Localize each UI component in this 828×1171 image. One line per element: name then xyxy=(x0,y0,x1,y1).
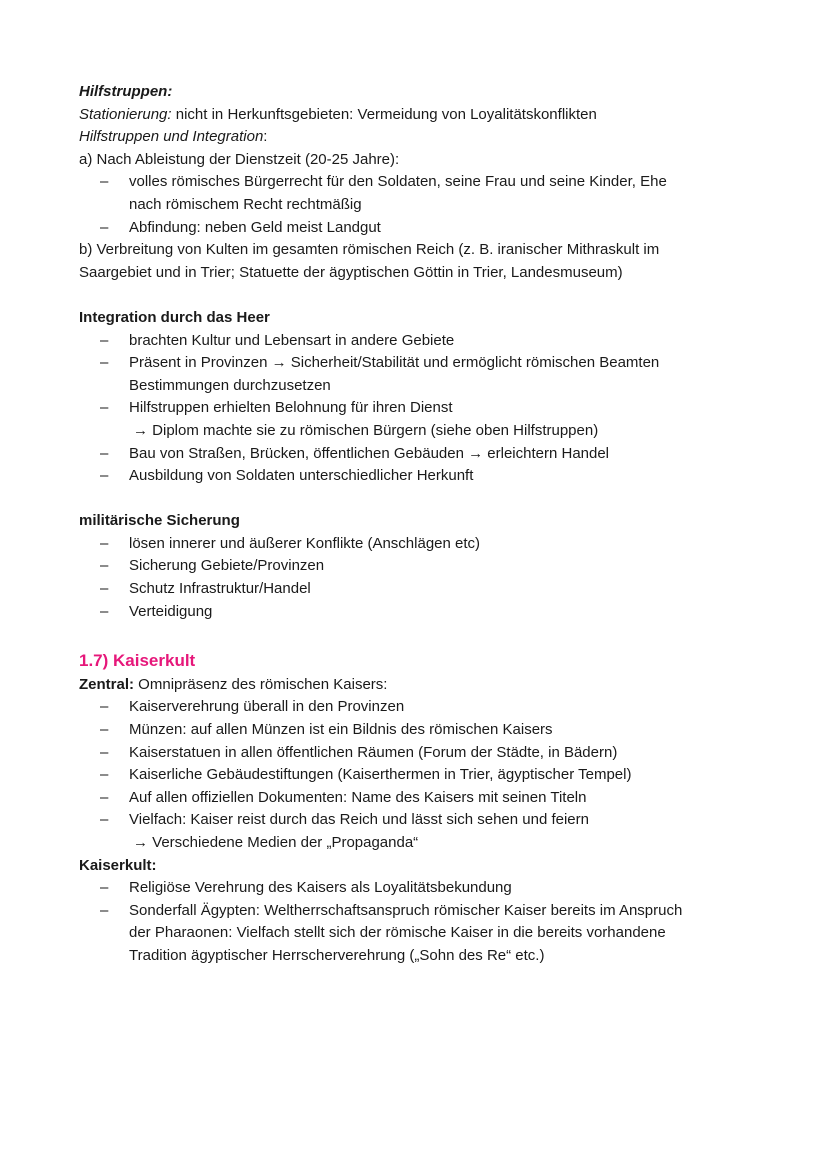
list-item xyxy=(79,465,759,488)
list-item xyxy=(79,787,759,810)
item-text: Bestimmungen durchzusetzen xyxy=(129,376,331,394)
militaerische-sicherung-title: militärische Sicherung xyxy=(79,512,240,530)
dash-bullet: – xyxy=(100,173,109,191)
item-text: → Diplom machte sie zu römischen Bürgern (siehe oben Hilfstruppen) xyxy=(133,421,599,439)
dash-bullet: – xyxy=(100,399,109,417)
dash-bullet: – xyxy=(100,811,109,829)
colon: : xyxy=(263,128,268,146)
dash-bullet: – xyxy=(100,602,109,620)
item-text: Sicherung Gebiete/Provinzen xyxy=(129,557,325,575)
stationierung-text: nicht in Herkunftsgebieten: Vermeidung von Loyalitätskonflikten xyxy=(171,105,597,123)
dash-bullet: – xyxy=(100,534,109,552)
dash-bullet: – xyxy=(100,467,109,485)
document-page xyxy=(79,81,759,968)
item-text: Ausbildung von Soldaten unterschiedlicher Herkunft xyxy=(129,467,474,485)
a-list xyxy=(79,171,759,239)
integration-heer-title: Integration durch das Heer xyxy=(79,308,270,326)
item-text: Abfindung: neben Geld meist Landgut xyxy=(129,218,381,236)
b-text: b) Verbreitung von Kulten im gesamten römischen Reich (z. B. iranischer Mithraskult im xyxy=(79,241,660,259)
list-item xyxy=(79,601,759,624)
list-item xyxy=(79,809,759,854)
item-text: Präsent in Provinzen → Sicherheit/Stabilität und ermöglicht römischen Beamten xyxy=(129,354,660,372)
dash-bullet: – xyxy=(100,879,109,897)
integration-label: Hilfstruppen und Integration xyxy=(79,128,264,146)
integration-line xyxy=(79,126,759,149)
item-text: Auf allen offiziellen Dokumenten: Name des Kaisers mit seinen Titeln xyxy=(129,788,587,806)
dash-bullet: – xyxy=(100,218,109,236)
dash-bullet: – xyxy=(100,721,109,739)
list-item xyxy=(79,764,759,787)
dash-bullet: – xyxy=(100,698,109,716)
item-text: → Verschiedene Medien der „Propaganda“ xyxy=(133,834,419,851)
stationierung-line xyxy=(79,104,759,127)
stationierung-label: Stationierung: xyxy=(79,105,172,123)
list-item xyxy=(79,555,759,578)
item-text: nach römischem Recht rechtmäßig xyxy=(129,195,362,213)
dash-bullet: – xyxy=(100,557,109,575)
item-text: Verteidigung xyxy=(129,602,213,620)
item-text: der Pharaonen: Vielfach stellt sich der römische Kaiser in die bereits vorhandene xyxy=(129,924,666,942)
item-text: Sonderfall Ägypten: Weltherrschaftsanspruch römischer Kaiser bereits im Anspruch xyxy=(129,901,683,919)
list-item xyxy=(79,742,759,765)
list-item xyxy=(79,352,759,397)
kaiserkult-label: Kaiserkult: xyxy=(79,856,157,874)
kaiserkult-list xyxy=(79,877,759,967)
dash-bullet: – xyxy=(100,444,109,462)
item-text: lösen innerer und äußerer Konflikte (Anschlägen etc) xyxy=(129,534,481,552)
dash-bullet: – xyxy=(100,331,109,349)
dash-bullet: – xyxy=(100,788,109,806)
zentral-label: Zentral: xyxy=(79,675,135,693)
dash-bullet: – xyxy=(100,766,109,784)
list-item xyxy=(79,171,759,216)
list-item xyxy=(79,696,759,719)
list-item xyxy=(79,397,759,442)
militaerische-sicherung-list xyxy=(79,533,759,623)
list-item xyxy=(79,719,759,742)
item-text: Kaiserstatuen in allen öffentlichen Räumen (Forum der Städte, in Bädern) xyxy=(129,743,618,761)
dash-bullet: – xyxy=(100,354,109,372)
item-text: Bau von Straßen, Brücken, öffentlichen Gebäuden → erleichtern Handel xyxy=(129,444,610,462)
item-text: Vielfach: Kaiser reist durch das Reich und lässt sich sehen und feiern xyxy=(129,811,589,829)
item-text: Kaiserverehrung überall in den Provinzen xyxy=(129,698,405,716)
item-text: Hilfstruppen erhielten Belohnung für ihren Dienst xyxy=(129,399,453,417)
kaiserkult-heading: 1.7) Kaiserkult xyxy=(79,650,196,670)
item-text: brachten Kultur und Lebensart in andere Gebiete xyxy=(129,331,455,349)
hilfstruppen-title: Hilfstruppen: xyxy=(79,83,173,100)
list-item xyxy=(79,533,759,556)
list-item xyxy=(79,330,759,353)
zentral-text: Omnipräsenz des römischen Kaisers: xyxy=(134,675,388,693)
zentral-list xyxy=(79,696,759,854)
dash-bullet: – xyxy=(100,901,109,919)
item-text: Kaiserliche Gebäudestiftungen (Kaiserthermen in Trier, ägyptischer Tempel) xyxy=(129,766,632,784)
dash-bullet: – xyxy=(100,743,109,761)
a-text: a) Nach Ableistung der Dienstzeit (20-25 Jahre): xyxy=(79,150,400,168)
item-text: Tradition ägyptischer Herrscherverehrung („Sohn des Re“ etc.) xyxy=(129,946,545,964)
b-text: Saargebiet und in Trier; Statuette der ägyptischen Göttin in Trier, Landesmuseum) xyxy=(79,263,623,281)
list-item xyxy=(79,217,759,240)
list-item xyxy=(79,900,759,968)
dash-bullet: – xyxy=(100,580,109,598)
item-text: Münzen: auf allen Münzen ist ein Bildnis des römischen Kaisers xyxy=(129,721,553,739)
list-item xyxy=(79,578,759,601)
zentral-line xyxy=(79,674,759,697)
item-text: volles römisches Bürgerrecht für den Soldaten, seine Frau und seine Kinder, Ehe xyxy=(129,173,667,191)
list-item xyxy=(79,443,759,466)
item-text: Schutz Infrastruktur/Handel xyxy=(129,580,311,598)
integration-heer-list xyxy=(79,330,759,488)
list-item xyxy=(79,877,759,900)
item-text: Religiöse Verehrung des Kaisers als Loyalitätsbekundung xyxy=(129,879,512,897)
